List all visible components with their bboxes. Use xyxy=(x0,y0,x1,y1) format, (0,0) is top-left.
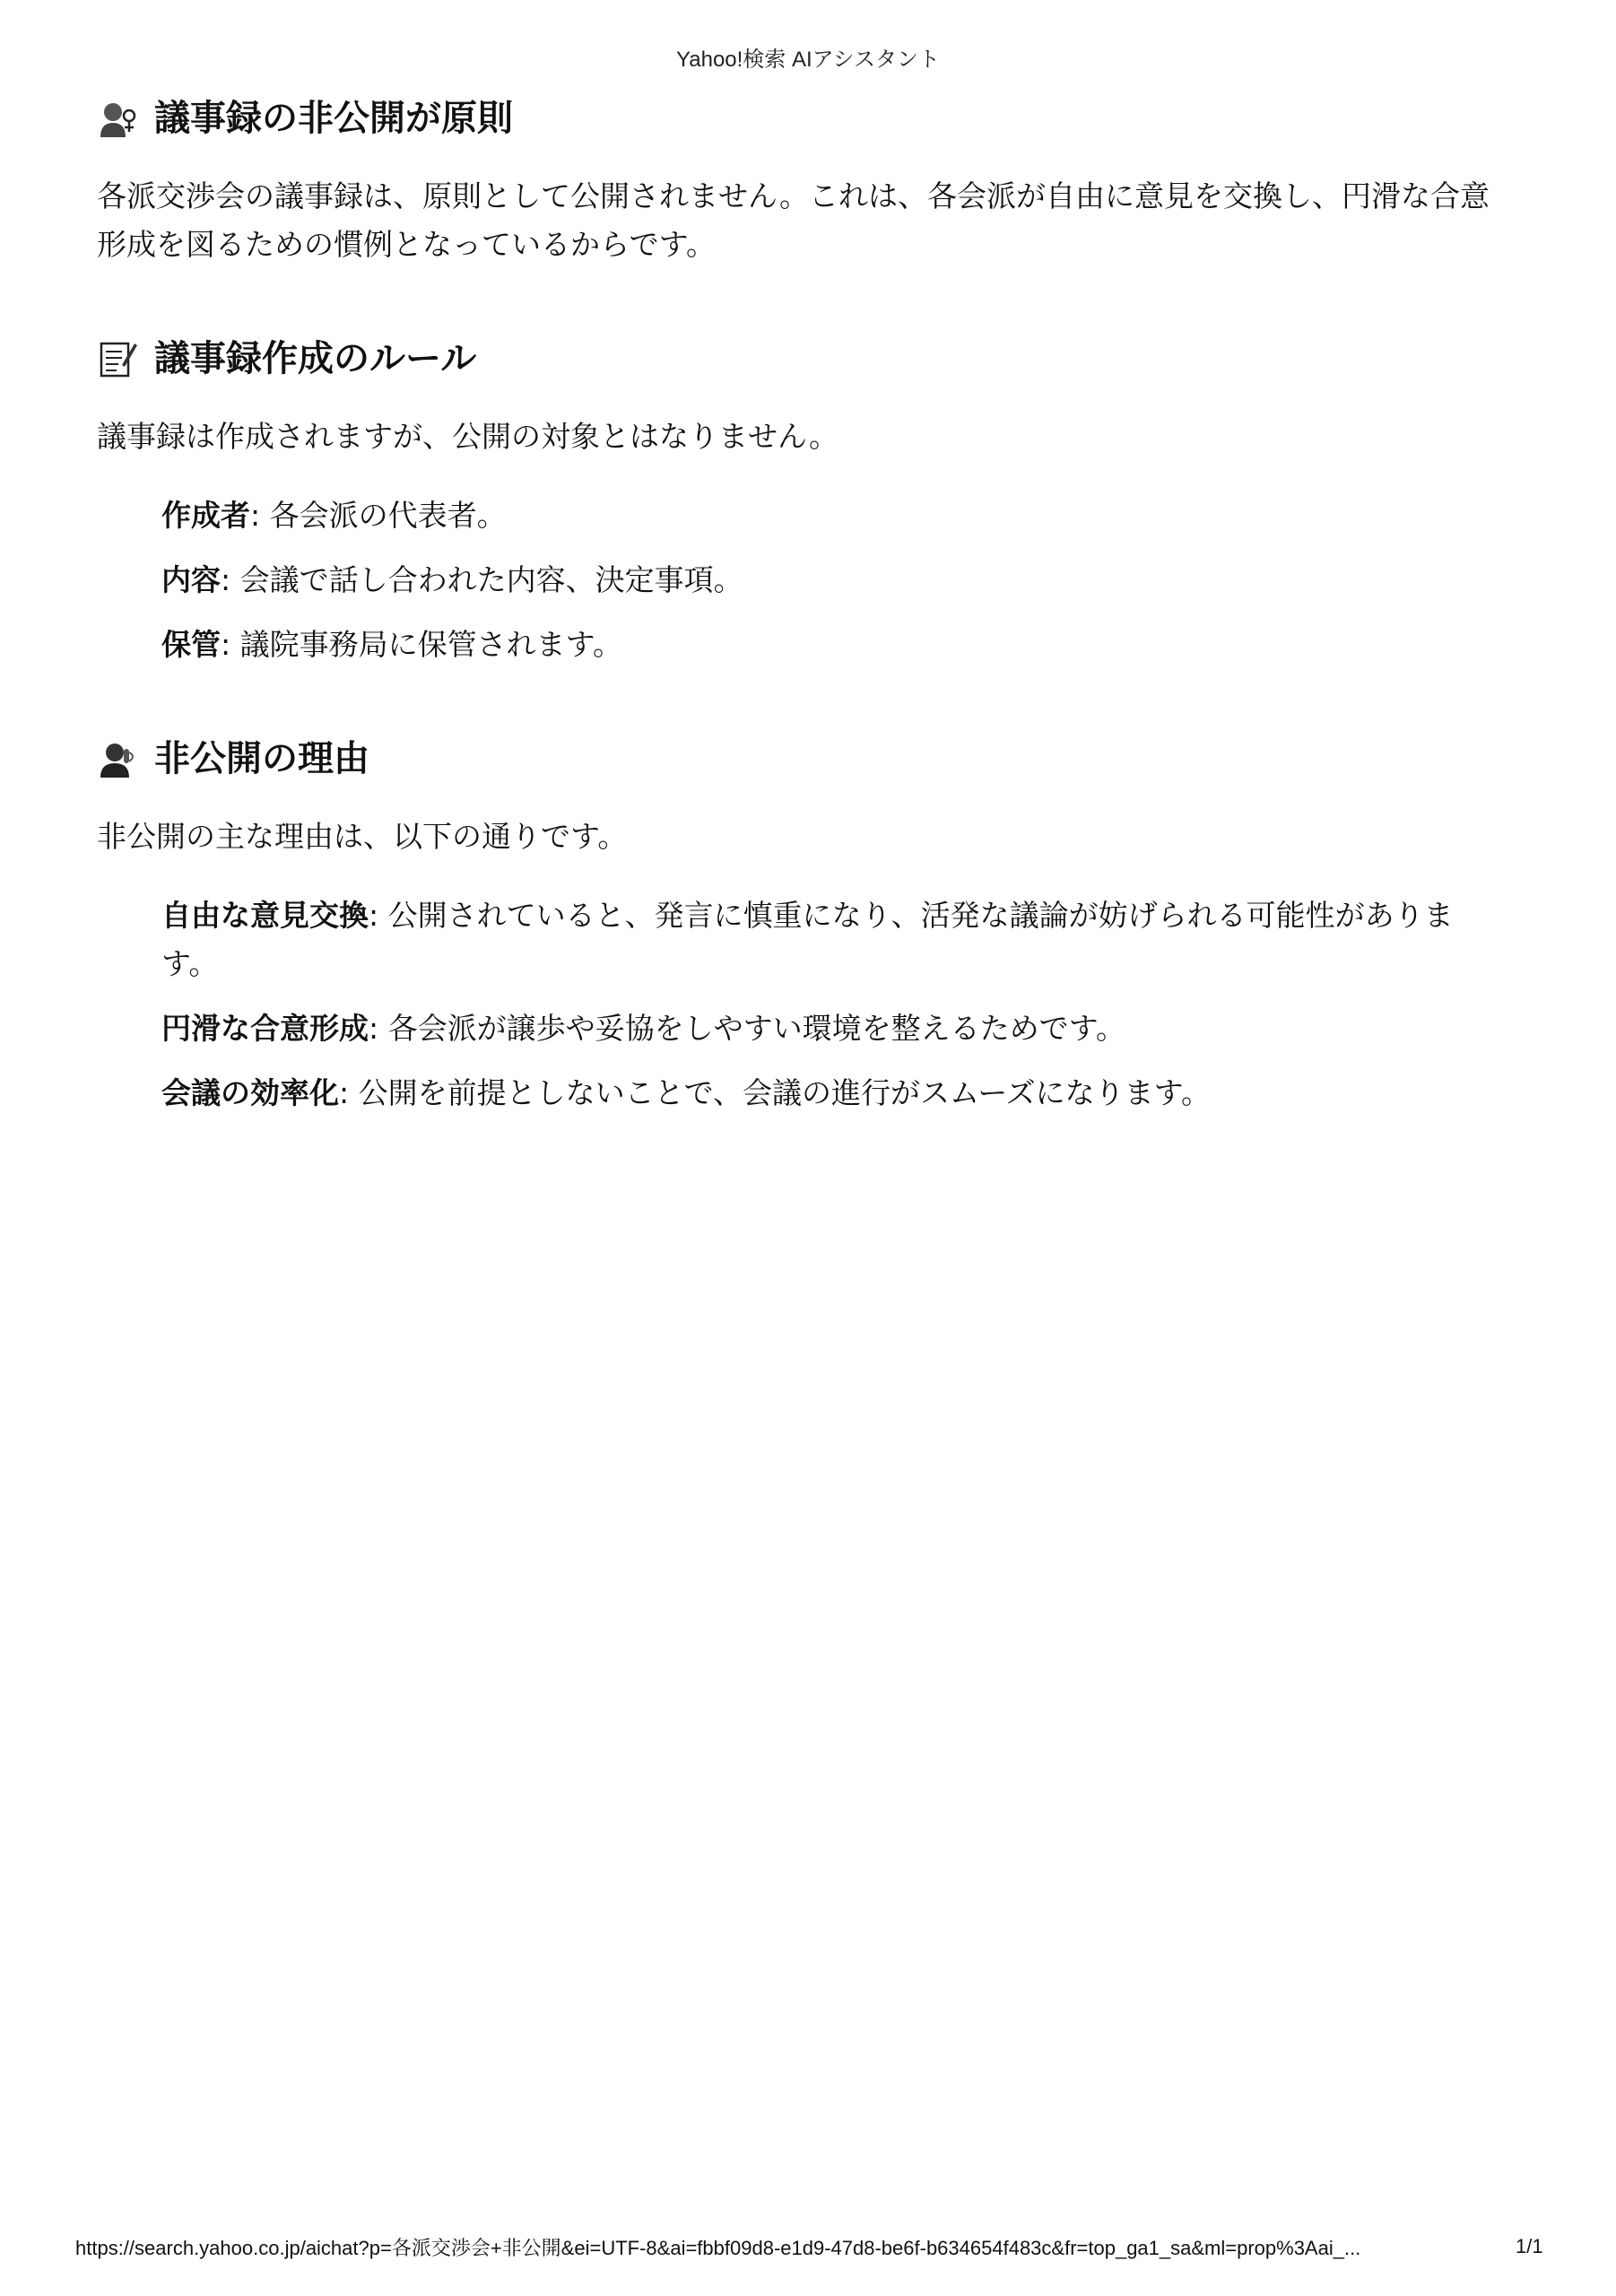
section-heading-text: 議事録作成のルール xyxy=(154,338,477,379)
list-item-term: 円滑な合意形成 xyxy=(161,1011,369,1046)
footer-url: https://search.yahoo.co.jp/aichat?p=各派交渉会+非公開&ei=UTF-8&ai=fbbf09d8-e1d9-47d8-be6f-b634654f483c&fr=top_ga1_sa&ml=prop%3Aai_... xyxy=(75,2237,1361,2259)
person-gesturing-no-icon xyxy=(97,98,138,139)
main-content xyxy=(97,97,1496,1186)
list-item-text: : 会議で話し合われた内容、決定事項。 xyxy=(221,562,743,597)
section-minutes-rules xyxy=(97,337,1496,669)
list-item-text: : 公開されていると、発言に慎重になり、活発な議論が妨げられる可能性があります。 xyxy=(161,898,1454,981)
footer-page-number: 1/1 xyxy=(1516,2235,1543,2257)
section-heading xyxy=(97,97,1496,140)
list-item xyxy=(161,621,1496,669)
memo-icon xyxy=(97,338,138,379)
list-item-text: : 公開を前提としないことで、会議の進行がスムーズになります。 xyxy=(339,1075,1212,1110)
list-item xyxy=(161,1004,1496,1053)
list-item-term: 内容 xyxy=(161,562,221,597)
list-item-text: : 議院事務局に保管されます。 xyxy=(221,627,622,662)
shushing-person-icon xyxy=(97,738,138,779)
list-item-text: : 各会派の代表者。 xyxy=(250,498,507,533)
list-item-term: 保管 xyxy=(161,627,221,662)
section-paragraph: 非公開の主な理由は、以下の通りです。 xyxy=(97,819,628,854)
list-item xyxy=(161,891,1496,988)
section-paragraph: 議事録は作成されますが、公開の対象とはなりません。 xyxy=(97,419,838,454)
rules-list xyxy=(97,491,1496,669)
list-item xyxy=(161,491,1496,540)
list-item xyxy=(161,556,1496,604)
section-heading xyxy=(97,737,1496,780)
list-item xyxy=(161,1069,1496,1118)
list-item-term: 会議の効率化 xyxy=(161,1075,339,1110)
reasons-list xyxy=(97,891,1496,1118)
section-heading xyxy=(97,337,1496,380)
list-item-term: 自由な意見交換 xyxy=(161,898,369,933)
list-item-term: 作成者 xyxy=(161,498,250,533)
section-reasons xyxy=(97,737,1496,1118)
page-header-title: Yahoo!検索 AIアシスタント xyxy=(676,48,940,72)
section-heading-text: 非公開の理由 xyxy=(154,738,369,779)
section-heading-text: 議事録の非公開が原則 xyxy=(154,98,513,139)
section-paragraph: 各派交渉会の議事録は、原則として公開されません。これは、各会派が自由に意見を交換し、円滑な合意形成を図るための慣例となっているからです。 xyxy=(97,178,1490,262)
list-item-text: : 各会派が譲歩や妥協をしやすい環境を整えるためです。 xyxy=(369,1011,1125,1046)
section-non-public-principle xyxy=(97,97,1496,269)
